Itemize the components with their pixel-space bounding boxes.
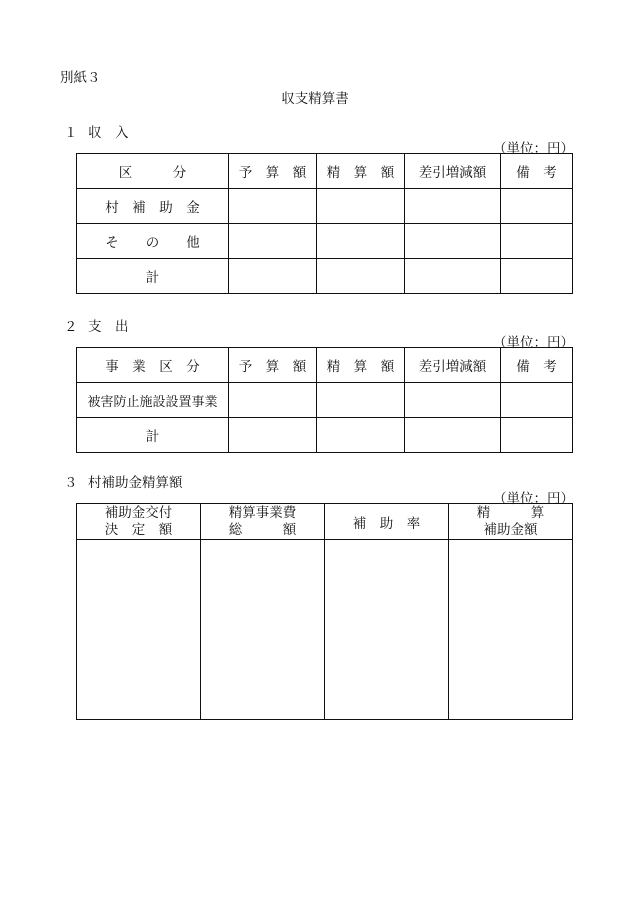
table-cell bbox=[405, 383, 501, 418]
income-header-difference: 差引増減額 bbox=[405, 154, 501, 189]
section1-heading: 収 入 bbox=[88, 125, 129, 141]
subsidy-header-rate: 補 助 率 bbox=[325, 504, 449, 540]
expense-table bbox=[76, 347, 573, 453]
section2-number: ２ bbox=[64, 319, 78, 335]
table-cell bbox=[201, 540, 325, 720]
header-line: 補助金額 bbox=[483, 521, 538, 538]
attachment-label: 別紙３ bbox=[60, 70, 101, 86]
subsidy-table bbox=[76, 503, 573, 720]
income-row-label: 計 bbox=[77, 259, 229, 294]
table-cell bbox=[317, 418, 405, 453]
subsidy-header-settled-amount bbox=[449, 504, 573, 540]
section3-unit: （単位：円） bbox=[493, 491, 574, 507]
income-row-label: 村 補 助 金 bbox=[77, 189, 229, 224]
income-header-budget: 予 算 額 bbox=[229, 154, 317, 189]
income-table bbox=[76, 153, 573, 294]
page-title: 収支精算書 bbox=[281, 91, 349, 107]
header-line: 精 算 bbox=[476, 504, 545, 521]
table-row bbox=[77, 418, 573, 453]
table-cell bbox=[229, 224, 317, 259]
expense-header-settlement: 精 算 額 bbox=[317, 348, 405, 383]
header-line: 総 額 bbox=[228, 521, 297, 538]
income-header-remarks: 備 考 bbox=[501, 154, 573, 189]
header-line: 補助金交付 bbox=[104, 504, 173, 521]
table-cell bbox=[501, 189, 573, 224]
table-row bbox=[77, 383, 573, 418]
income-header-category: 区 分 bbox=[77, 154, 229, 189]
table-cell bbox=[317, 259, 405, 294]
section3-number: ３ bbox=[64, 475, 78, 491]
table-cell bbox=[501, 383, 573, 418]
section2-unit: （単位：円） bbox=[493, 335, 574, 351]
table-cell bbox=[229, 189, 317, 224]
section2-heading: 支 出 bbox=[88, 319, 129, 335]
table-cell bbox=[501, 418, 573, 453]
income-row-label: そ の 他 bbox=[77, 224, 229, 259]
table-cell bbox=[229, 259, 317, 294]
header-line: 決 定 額 bbox=[104, 521, 173, 538]
table-cell bbox=[317, 189, 405, 224]
table-cell bbox=[325, 540, 449, 720]
table-cell bbox=[317, 383, 405, 418]
table-cell bbox=[229, 383, 317, 418]
subsidy-header-decision bbox=[77, 504, 201, 540]
table-cell bbox=[405, 418, 501, 453]
table-row bbox=[77, 224, 573, 259]
expense-header-category: 事 業 区 分 bbox=[77, 348, 229, 383]
expense-header-difference: 差引増減額 bbox=[405, 348, 501, 383]
table-cell bbox=[317, 224, 405, 259]
income-header-settlement: 精 算 額 bbox=[317, 154, 405, 189]
header-line: 精算事業費 bbox=[228, 504, 297, 521]
table-row bbox=[77, 259, 573, 294]
subsidy-header-total-cost bbox=[201, 504, 325, 540]
expense-row-label: 被害防止施設設置事業 bbox=[77, 383, 229, 418]
table-row bbox=[77, 189, 573, 224]
table-row bbox=[77, 540, 573, 720]
table-cell bbox=[77, 540, 201, 720]
table-cell bbox=[501, 224, 573, 259]
table-cell bbox=[229, 418, 317, 453]
section1-unit: （単位：円） bbox=[493, 141, 574, 157]
expense-row-label: 計 bbox=[77, 418, 229, 453]
table-cell bbox=[405, 224, 501, 259]
expense-header-budget: 予 算 額 bbox=[229, 348, 317, 383]
section3-heading: 村補助金精算額 bbox=[88, 475, 183, 491]
table-cell bbox=[405, 259, 501, 294]
table-cell bbox=[501, 259, 573, 294]
section1-number: １ bbox=[64, 125, 78, 141]
table-cell bbox=[405, 189, 501, 224]
table-cell bbox=[449, 540, 573, 720]
expense-header-remarks: 備 考 bbox=[501, 348, 573, 383]
